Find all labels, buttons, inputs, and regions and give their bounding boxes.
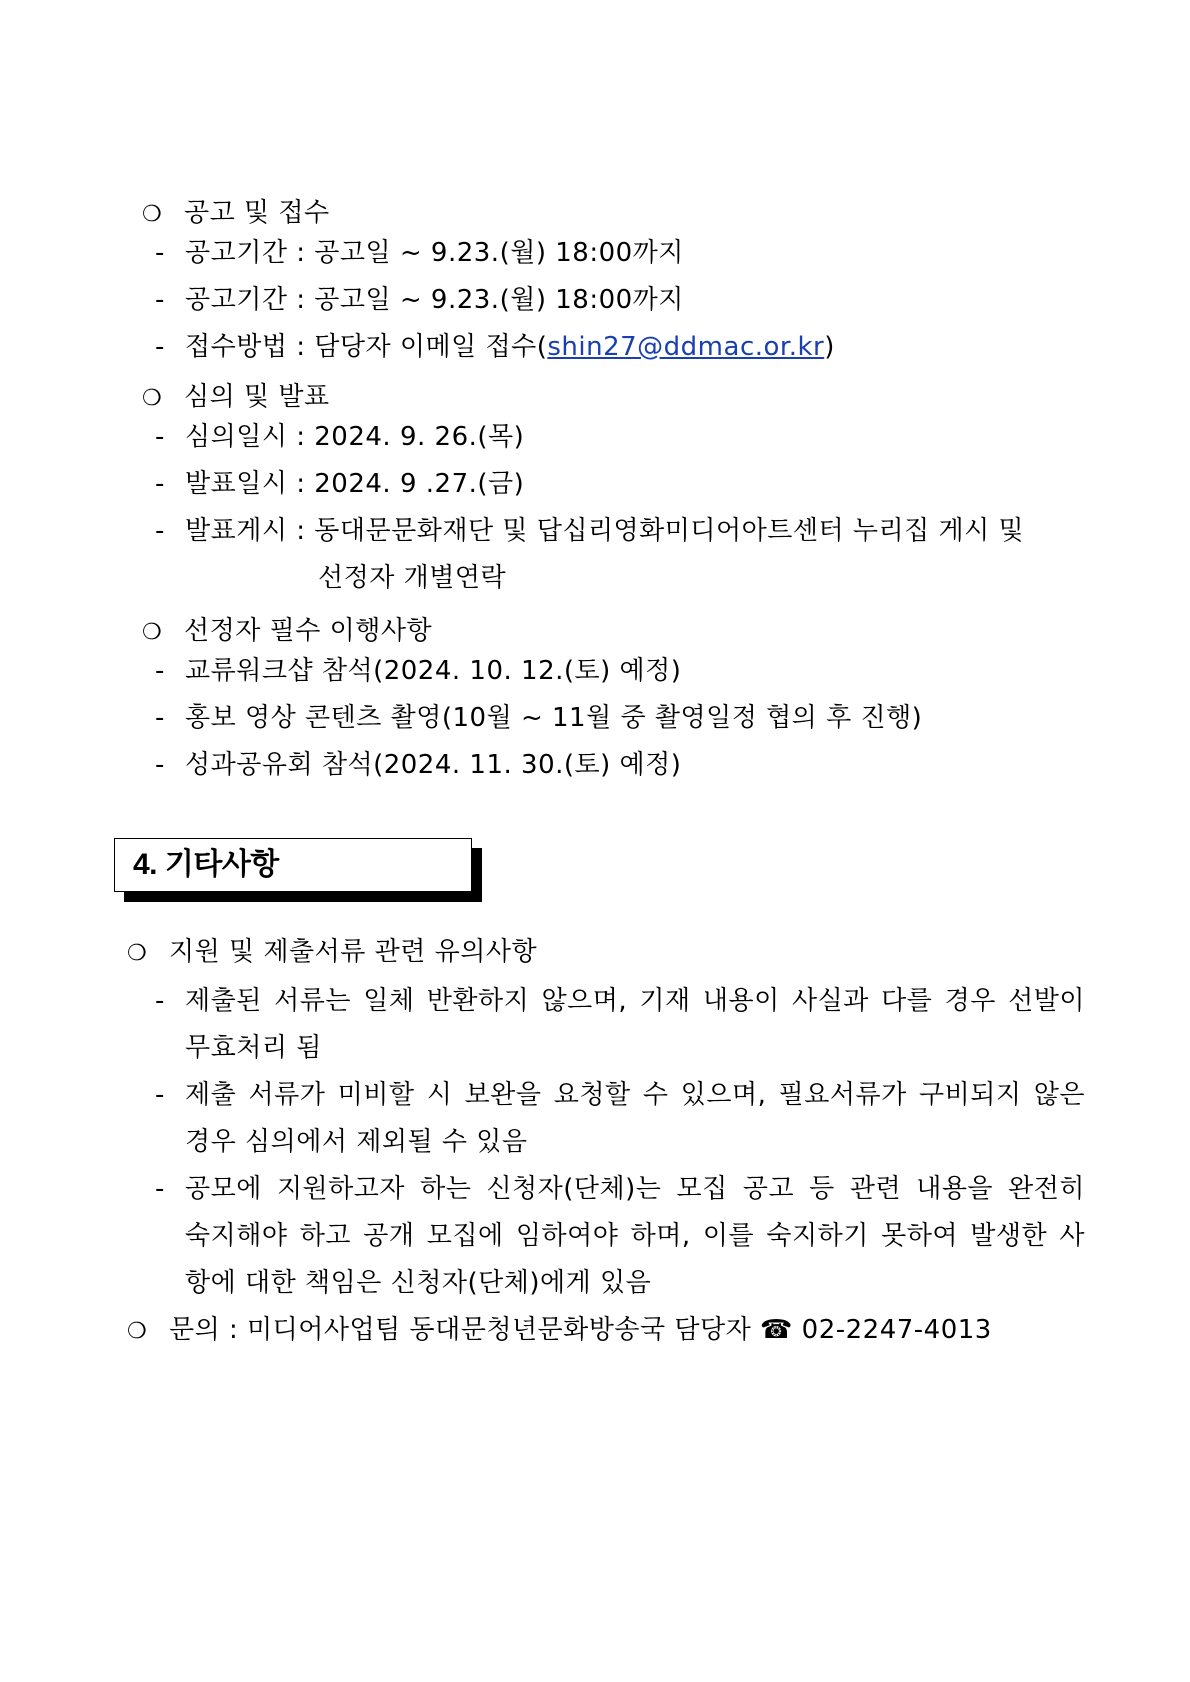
contact-line <box>127 1314 992 1348</box>
announce-method: - 접수방법 : 담당자 이메일 접수(shin27@ddmac.or.kr) <box>155 332 835 362</box>
section-title: 4. 기타사항 <box>133 848 279 881</box>
circle-bullet-icon: ❍ <box>127 941 148 966</box>
announcement-date: - 발표일시 : 2024. 9 .27.(금) <box>155 469 525 499</box>
email-link[interactable]: shin27@ddmac.or.kr <box>547 332 825 362</box>
announce-period-1: - 공고기간 : 공고일 ~ 9.23.(월) 18:00까지 <box>155 238 684 268</box>
announcement-posting-cont: 선정자 개별연락 <box>318 563 507 593</box>
note-item-3-line1: 공모에 지원하고자 하는 신청자(단체)는 모집 공고 등 관련 내용을 완전히 <box>185 1174 1085 1204</box>
note-item-2-line1: 제출 서류가 미비할 시 보완을 요청할 수 있으며, 필요서류가 구비되지 않은 <box>185 1080 1085 1110</box>
review-heading: ❍ 심의 및 발표 <box>142 381 330 415</box>
announce-period-2: - 공고기간 : 공고일 ~ 9.23.(월) 18:00까지 <box>155 285 684 315</box>
note-item-2: - <box>155 1080 165 1110</box>
notes-heading: ❍ 지원 및 제출서류 관련 유의사항 <box>127 936 537 970</box>
announcement-posting: - 발표게시 : 동대문문화재단 및 답십리영화미디어아트센터 누리집 게시 및 <box>155 516 1025 546</box>
circle-bullet-icon: ❍ <box>127 1319 148 1344</box>
obligation-item: - 홍보 영상 콘텐츠 촬영(10월 ~ 11월 중 촬영일정 협의 후 진행) <box>155 703 923 733</box>
note-item-3-line3: 항에 대한 책임은 신청자(단체)에게 있음 <box>185 1268 652 1298</box>
circle-bullet-icon: ❍ <box>142 386 163 411</box>
review-date: - 심의일시 : 2024. 9. 26.(목) <box>155 422 525 452</box>
note-item-2-line2: 경우 심의에서 제외될 수 있음 <box>185 1127 528 1157</box>
circle-bullet-icon: ❍ <box>142 620 163 645</box>
note-item-1-line2: 무효처리 됨 <box>185 1033 322 1063</box>
section-title-box <box>114 838 472 892</box>
obligation-item: - 성과공유회 참석(2024. 11. 30.(토) 예정) <box>155 750 682 780</box>
note-item-1: - <box>155 986 165 1016</box>
obligation-item: - 교류워크샵 참석(2024. 10. 12.(토) 예정) <box>155 656 682 686</box>
obligations-heading: ❍ 선정자 필수 이행사항 <box>142 615 432 649</box>
contact-text: 문의 : 미디어사업팀 동대문청년문화방송국 담당자 ☎ 02-2247-4013 <box>169 1315 992 1345</box>
note-item-1-line1: 제출된 서류는 일체 반환하지 않으며, 기재 내용이 사실과 다를 경우 선발이 <box>185 986 1085 1016</box>
circle-bullet-icon: ❍ <box>142 202 163 227</box>
note-item-3-line2: 숙지해야 하고 공개 모집에 임하여야 하며, 이를 숙지하기 못하여 발생한 사 <box>185 1221 1085 1251</box>
announce-heading: ❍ 공고 및 접수 <box>142 197 330 231</box>
note-item-3: - <box>155 1174 165 1204</box>
